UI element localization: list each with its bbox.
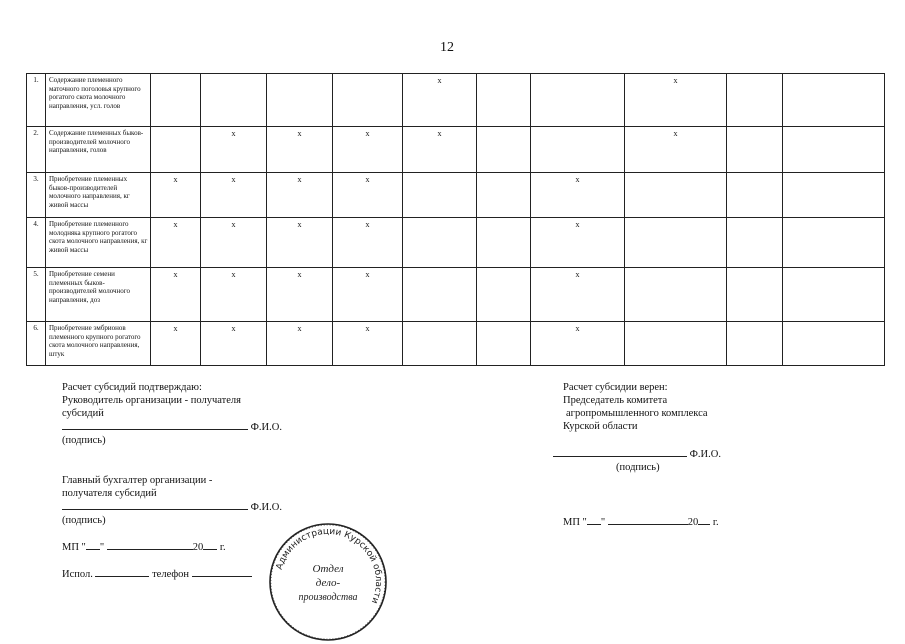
verified-line: Расчет субсидии верен: — [563, 382, 668, 393]
official-stamp — [266, 520, 390, 644]
cell-mark — [477, 74, 531, 127]
page-number: 12 — [440, 40, 454, 55]
left-mp-line — [62, 540, 226, 554]
row-description: Приобретение семени племенных быков-производителей молочного направления, доз — [46, 268, 151, 322]
cell-mark: x — [267, 268, 333, 322]
cell-mark: x — [531, 218, 625, 268]
cell-mark: x — [151, 218, 201, 268]
accountant-signature-row — [62, 500, 282, 514]
cell-mark: x — [201, 322, 267, 366]
accountant-sign-caption: (подпись) — [62, 515, 106, 526]
row-description: Приобретение племенных быков-производителей молочного направления, кг живой массы — [46, 173, 151, 218]
chair-line-1: Председатель комитета — [563, 395, 668, 406]
cell-mark: x — [267, 173, 333, 218]
cell-mark — [477, 268, 531, 322]
cell-mark — [727, 322, 783, 366]
row-description: Приобретение племенного молодняка крупного рогатого скота молочного направления, кг живой массы — [46, 218, 151, 268]
table-row — [27, 74, 885, 127]
cell-mark: x — [333, 322, 403, 366]
cell-mark — [783, 268, 885, 322]
cell-mark — [151, 74, 201, 127]
row-number: 5. — [27, 268, 46, 322]
left-signature-block — [62, 381, 282, 447]
mp-prefix: МП " — [62, 542, 86, 553]
cell-mark: x — [151, 268, 201, 322]
cell-mark: x — [267, 218, 333, 268]
head-line-2: субсидий — [62, 408, 104, 419]
cell-mark: x — [333, 268, 403, 322]
cell-mark — [477, 127, 531, 173]
cell-mark: x — [403, 127, 477, 173]
cell-mark — [403, 218, 477, 268]
cell-mark: x — [531, 268, 625, 322]
ispol-label: Испол. — [62, 569, 93, 580]
stamp-center-line-3: производства — [298, 592, 358, 603]
cell-mark: x — [201, 173, 267, 218]
year-blank — [203, 540, 217, 550]
executor-blank — [95, 567, 149, 577]
signature-line — [62, 420, 248, 430]
cell-mark: x — [151, 322, 201, 366]
cell-mark — [625, 218, 727, 268]
right-mp-line — [563, 515, 719, 529]
chair-line-2: агропромышленного комплекса — [566, 408, 708, 419]
mp-prefix: МП " — [563, 517, 587, 528]
cell-mark — [151, 127, 201, 173]
cell-mark — [783, 127, 885, 173]
cell-mark — [477, 218, 531, 268]
executor-line — [62, 567, 252, 581]
mp-year: 20 — [687, 517, 699, 528]
cell-mark — [727, 173, 783, 218]
phone-label: телефон — [152, 569, 190, 580]
cell-mark: x — [333, 127, 403, 173]
cell-mark — [477, 322, 531, 366]
cell-mark — [727, 218, 783, 268]
cell-mark — [531, 74, 625, 127]
chair-signature-row — [553, 447, 721, 461]
phone-blank — [192, 567, 252, 577]
cell-mark — [333, 74, 403, 127]
mp-suffix: г. — [217, 542, 226, 553]
cell-mark — [531, 127, 625, 173]
month-blank — [608, 515, 688, 525]
mp-year: 20 — [192, 542, 204, 553]
cell-mark — [727, 268, 783, 322]
row-description: Приобретение эмбрионов племенного крупного рогатого скота молочного направления, штук — [46, 322, 151, 366]
cell-mark — [783, 74, 885, 127]
cell-mark — [783, 322, 885, 366]
stamp-ring-text: Администрации Курской области — [274, 526, 384, 605]
cell-mark — [403, 268, 477, 322]
row-description: Содержание племенного маточного поголовья крупного рогатого скота молочного направления, усл. голов — [46, 74, 151, 127]
cell-mark — [201, 74, 267, 127]
row-number: 4. — [27, 218, 46, 268]
fio-label: Ф.И.О. — [689, 449, 721, 460]
cell-mark: x — [333, 173, 403, 218]
stamp-center-line-2: дело- — [315, 577, 341, 589]
mp-mid: " — [99, 542, 107, 553]
cell-mark — [267, 74, 333, 127]
cell-mark: x — [333, 218, 403, 268]
chair-line-3: Курской области — [563, 421, 638, 432]
fio-label: Ф.И.О. — [250, 502, 282, 513]
cell-mark — [477, 173, 531, 218]
cell-mark: x — [201, 268, 267, 322]
mp-suffix: г. — [710, 517, 719, 528]
table-row — [27, 127, 885, 173]
mp-mid: " — [600, 517, 608, 528]
row-description: Содержание племенных быков-производителей молочного направления, голов — [46, 127, 151, 173]
row-number: 3. — [27, 173, 46, 218]
cell-mark — [403, 322, 477, 366]
fio-label: Ф.И.О. — [250, 422, 282, 433]
confirm-line: Расчет субсидий подтверждаю: — [62, 382, 202, 393]
cell-mark: x — [625, 74, 727, 127]
accountant-block — [62, 474, 282, 527]
row-number: 1. — [27, 74, 46, 127]
signature-line — [62, 500, 248, 510]
accountant-line-1: Главный бухгалтер организации - — [62, 475, 213, 486]
table-row — [27, 322, 885, 366]
signature-line — [553, 447, 687, 457]
cell-mark: x — [151, 173, 201, 218]
day-blank — [86, 540, 100, 550]
cell-mark: x — [531, 173, 625, 218]
cell-mark: x — [267, 322, 333, 366]
row-number: 2. — [27, 127, 46, 173]
cell-mark: x — [201, 127, 267, 173]
cell-mark — [727, 127, 783, 173]
cell-mark — [625, 173, 727, 218]
head-sign-caption: (подпись) — [62, 435, 106, 446]
cell-mark: x — [201, 218, 267, 268]
head-signature-row — [62, 420, 282, 434]
head-line-1: Руководитель организации - получателя — [62, 395, 241, 406]
year-blank — [698, 515, 710, 525]
right-signature-block — [563, 381, 708, 433]
cell-mark: x — [267, 127, 333, 173]
day-blank — [587, 515, 601, 525]
cell-mark — [625, 268, 727, 322]
cell-mark — [783, 218, 885, 268]
cell-mark — [727, 74, 783, 127]
cell-mark — [403, 173, 477, 218]
table-row — [27, 218, 885, 268]
table-row — [27, 268, 885, 322]
cell-mark: x — [403, 74, 477, 127]
row-number: 6. — [27, 322, 46, 366]
month-blank — [107, 540, 193, 550]
cell-mark — [625, 322, 727, 366]
chair-sign-caption: (подпись) — [616, 462, 660, 473]
subsidy-table — [26, 73, 885, 366]
cell-mark: x — [625, 127, 727, 173]
stamp-center-line-1: Отдел — [312, 563, 344, 575]
accountant-line-2: получателя субсидий — [62, 488, 157, 499]
cell-mark: x — [531, 322, 625, 366]
table-row — [27, 173, 885, 218]
cell-mark — [783, 173, 885, 218]
